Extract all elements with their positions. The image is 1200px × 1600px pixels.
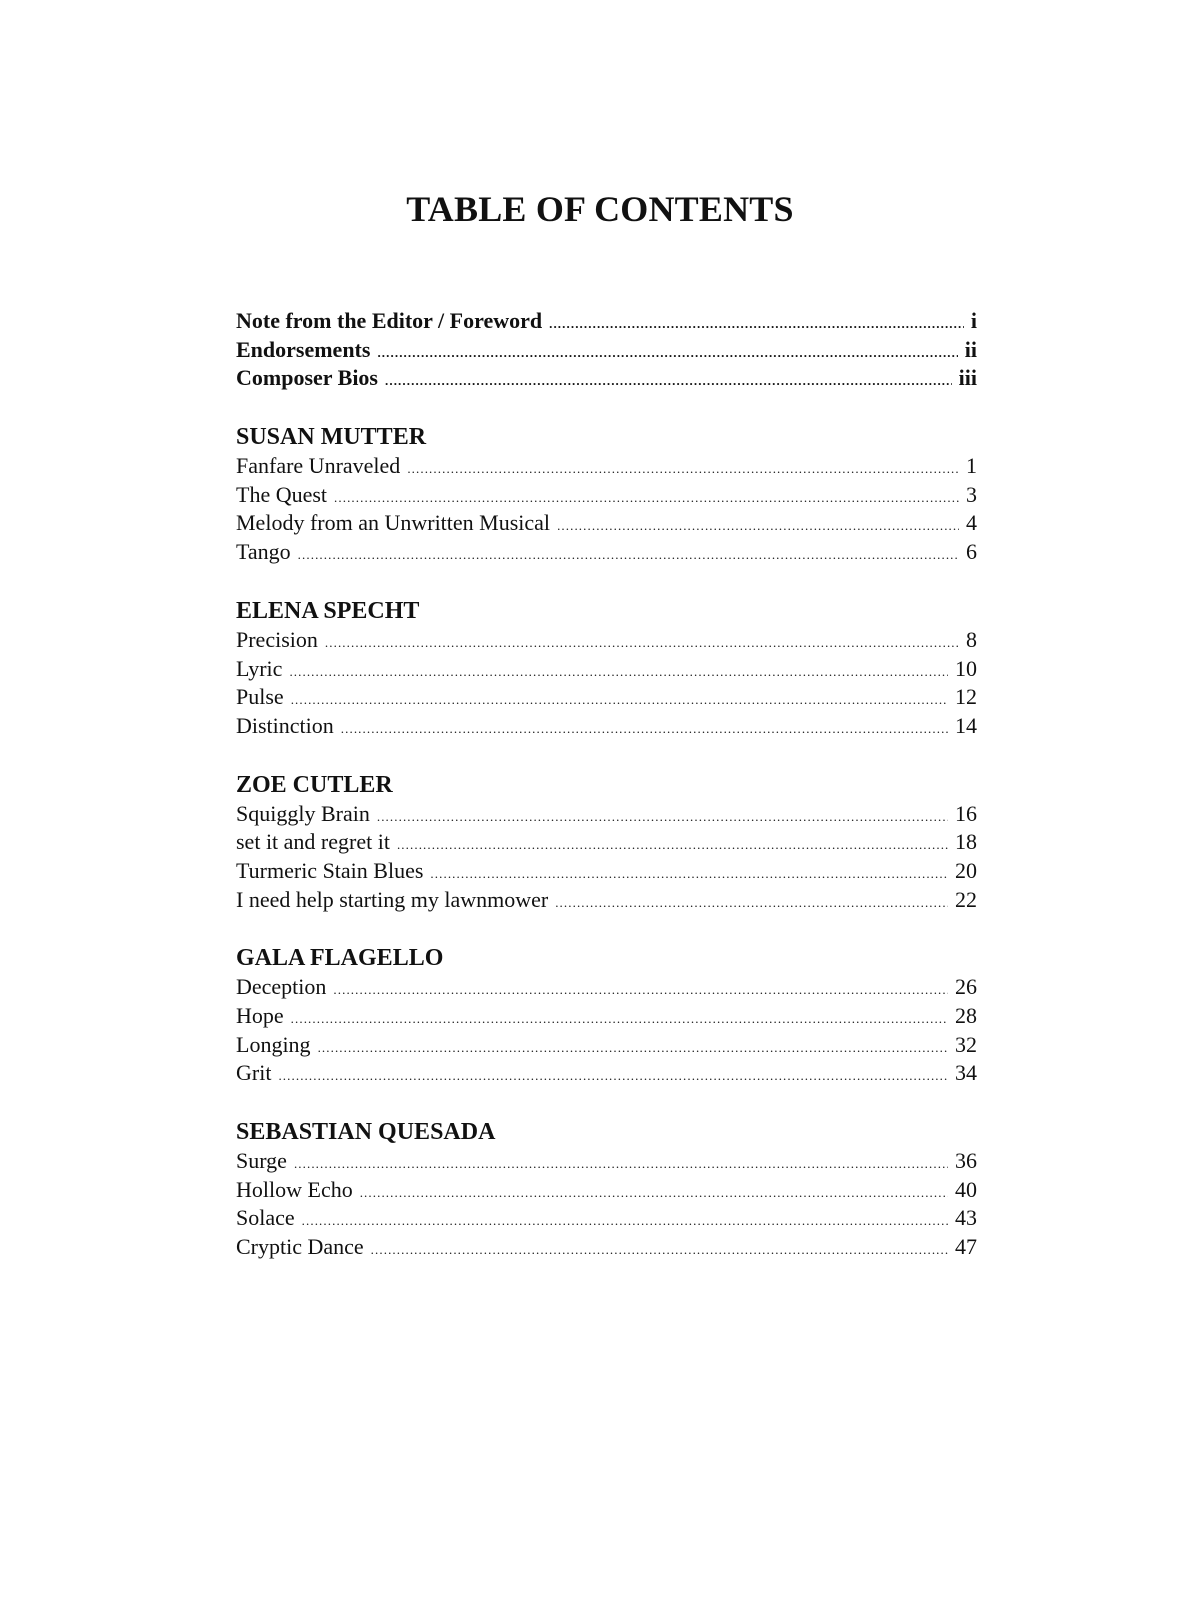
composer-section (236, 1117, 977, 1262)
dot-leader (318, 1034, 948, 1063)
toc-entry-page: iii (958, 365, 977, 391)
dot-leader (294, 1150, 948, 1179)
dot-leader (377, 339, 957, 368)
toc-entry-page: 14 (955, 712, 977, 738)
dot-leader (334, 484, 959, 513)
toc-entry-page: 18 (955, 829, 977, 855)
toc-entry-page: 20 (955, 857, 977, 883)
composer-name: ZOE CUTLER (236, 771, 393, 798)
dot-leader (430, 860, 948, 889)
toc-entry-page: i (970, 308, 977, 333)
toc-entry-page: 36 (955, 1148, 977, 1174)
toc-entry-page: 28 (955, 1003, 977, 1028)
toc-entry-page: 32 (955, 1031, 977, 1057)
dot-leader (341, 715, 948, 744)
composer-section (236, 422, 977, 567)
toc-entry[interactable] (236, 1147, 977, 1176)
composer-section (236, 596, 977, 741)
toc-entry[interactable] (236, 1031, 977, 1060)
composer-name: SUSAN MUTTER (236, 424, 427, 451)
toc-entry-title: Precision (236, 626, 318, 652)
dot-leader (291, 1005, 948, 1034)
toc-entry-page: 26 (955, 974, 977, 1000)
toc-entry-title: Squiggly Brain (236, 800, 370, 826)
dot-leader (325, 629, 959, 658)
toc-entry[interactable] (236, 1204, 977, 1233)
toc-entry-title: Cryptic Dance (236, 1234, 364, 1260)
dot-leader (371, 1236, 948, 1265)
toc-entry[interactable] (236, 1002, 977, 1031)
toc-entry-title: Fanfare Unraveled (236, 453, 401, 479)
toc-entry-title: Pulse (236, 684, 284, 710)
toc-entry-page: 16 (955, 800, 977, 826)
toc-entry-title: Longing (236, 1031, 311, 1057)
toc-entry-title: Melody from an Unwritten Musical (236, 510, 551, 536)
toc-entry[interactable] (236, 712, 977, 741)
toc-entry-title: Deception (236, 974, 327, 1000)
toc-entry-title: The Quest (236, 481, 328, 507)
toc-entry[interactable] (236, 1059, 977, 1088)
toc-entry-title: Distinction (236, 712, 334, 738)
toc-entry[interactable] (236, 655, 977, 684)
toc-entry[interactable] (236, 1176, 977, 1205)
toc-entry-page: 34 (955, 1060, 977, 1086)
toc-entry[interactable] (236, 683, 977, 712)
toc-entry-foreword[interactable] (236, 307, 977, 336)
page-title: TABLE OF CONTENTS (406, 189, 794, 229)
toc-entry-page: 8 (966, 626, 977, 652)
toc-entry[interactable] (236, 452, 977, 481)
toc-entry-title: I need help starting my lawnmower (236, 886, 549, 912)
toc-entry-page: 40 (955, 1176, 977, 1202)
toc-entry[interactable] (236, 509, 977, 538)
dot-leader (289, 658, 948, 687)
dot-leader (407, 455, 959, 484)
dot-leader (291, 686, 948, 715)
toc-entry-page: 10 (955, 655, 977, 681)
toc-entry-title: Composer Bios (236, 365, 378, 391)
composer-name: ELENA SPECHT (236, 597, 420, 624)
dot-leader (397, 831, 948, 860)
toc-entry-title: Surge (236, 1148, 287, 1174)
toc-entry[interactable] (236, 538, 977, 567)
composer-name: SEBASTIAN QUESADA (236, 1119, 496, 1146)
toc-entry[interactable] (236, 828, 977, 857)
toc-entry[interactable] (236, 973, 977, 1002)
dot-leader (302, 1207, 948, 1236)
toc-entry-page: 6 (966, 539, 977, 565)
toc-entry-title: Hollow Echo (236, 1176, 353, 1202)
toc-entry-page: 47 (955, 1234, 977, 1260)
table-of-contents (236, 307, 977, 1262)
toc-entry-endorsements[interactable] (236, 336, 977, 365)
toc-entry-title: Note from the Editor / Foreword (236, 308, 543, 333)
composer-section (236, 770, 977, 915)
dot-leader (298, 541, 959, 570)
toc-entry-page: ii (964, 336, 977, 362)
toc-entry-title: Endorsements (236, 336, 371, 362)
toc-entry[interactable] (236, 626, 977, 655)
toc-entry[interactable] (236, 1233, 977, 1262)
toc-entry-title: Turmeric Stain Blues (236, 857, 424, 883)
toc-entry[interactable] (236, 800, 977, 829)
toc-entry-composer-bios[interactable] (236, 364, 977, 393)
dot-leader (377, 803, 948, 832)
composer-name: GALA FLAGELLO (236, 945, 444, 972)
toc-entry-title: set it and regret it (236, 829, 390, 855)
toc-entry-page: 1 (966, 453, 977, 479)
dot-leader (557, 512, 959, 541)
toc-entry-page: 3 (966, 481, 977, 507)
toc-entry-title: Lyric (236, 655, 283, 681)
toc-entry-page: 22 (955, 886, 977, 912)
toc-entry[interactable] (236, 857, 977, 886)
dot-leader (385, 367, 952, 396)
dot-leader (555, 889, 948, 918)
toc-entry-title: Hope (236, 1003, 284, 1028)
toc-entry-title: Tango (236, 539, 291, 565)
toc-entry-page: 4 (966, 510, 977, 536)
composer-section (236, 943, 977, 1088)
front-matter-list (236, 307, 977, 393)
toc-entry-page: 43 (955, 1205, 977, 1231)
toc-entry-page: 12 (955, 684, 977, 710)
toc-entry-title: Grit (236, 1060, 272, 1086)
toc-entry[interactable] (236, 481, 977, 510)
toc-entry[interactable] (236, 886, 977, 915)
dot-leader (278, 1062, 948, 1091)
dot-leader (549, 310, 964, 339)
toc-entry-title: Solace (236, 1205, 295, 1231)
dot-leader (333, 976, 948, 1005)
dot-leader (360, 1179, 948, 1208)
